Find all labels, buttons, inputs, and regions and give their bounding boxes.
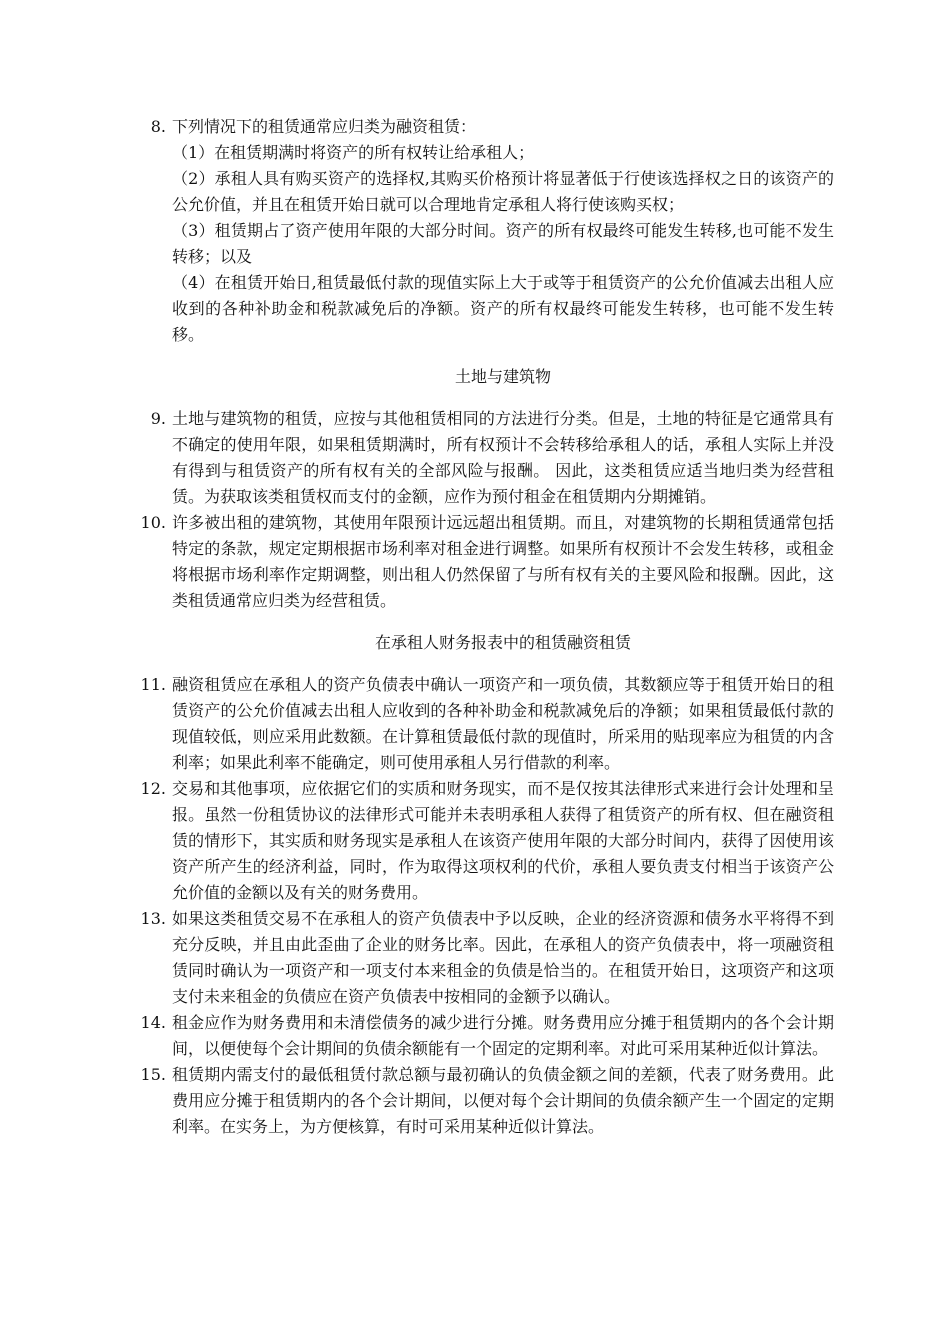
- sub-item: （2）承租人具有购买资产的选择权,其购买价格预计将显著低于行使该选择权之日的该资产的公允价值，并且在租赁开始日就可以合理地肯定承租人将行使该购买权；: [172, 169, 834, 214]
- sub-item: （4）在租赁开始日,租赁最低付款的现值实际上大于或等于租赁资产的公允价值减去出租人应收到的各种补助金和税款减免后的净额。资产的所有权最终可能发生转移，也可能不发生转移。: [172, 273, 834, 344]
- item-number: 10.: [140, 513, 166, 532]
- list-item: [134, 406, 834, 510]
- section-heading: 土地与建筑物: [454, 367, 551, 386]
- list-item: [134, 1062, 834, 1140]
- document-content: [134, 114, 834, 1140]
- sub-item: （3）租赁期占了资产使用年限的大部分时间。资产的所有权最终可能发生转移,也可能不发生转移；以及: [172, 221, 834, 266]
- item-number: 13.: [140, 909, 166, 928]
- item-text: 租赁期内需支付的最低租赁付款总额与最初确认的负债金额之间的差额，代表了财务费用。此费用应分摊于租赁期内的各个会计期间，以便对每个会计期间的负债余额产生一个固定的定期利率。在实务上，为方便核算，有时可采用某种近似计算法。: [172, 1065, 834, 1136]
- item-number: 8.: [150, 117, 166, 136]
- item-number: 11.: [140, 675, 166, 694]
- section-heading: 在承租人财务报表中的租赁融资租赁: [374, 633, 631, 652]
- list-item: [134, 776, 834, 906]
- item-text: 土地与建筑物的租赁，应按与其他租赁相同的方法进行分类。但是，土地的特征是它通常具有不确定的使用年限，如果租赁期满时，所有权预计不会转移给承租人的话，承租人实际上并没有得到与租赁资产的所有权有关的全部风险与报酬。 因此，这类租赁应适当地归类为经营租赁。为获取该类租赁权而支付的金额，应作为预付租金在租赁期内分期摊销。: [172, 409, 834, 506]
- item-number: 12.: [140, 779, 166, 798]
- list-item: [134, 1010, 834, 1062]
- sub-item: （1）在租赁期满时将资产的所有权转让给承租人；: [172, 143, 535, 162]
- item-text: 许多被出租的建筑物，其使用年限预计远远超出租赁期。而且，对建筑物的长期租赁通常包括特定的条款，规定定期根据市场利率对租金进行调整。如果所有权预计不会发生转移，或租金将根据市场利率作定期调整，则出租人仍然保留了与所有权有关的主要风险和报酬。因此，这类租赁通常应归类为经营租赁。: [172, 513, 834, 610]
- list-item: [134, 906, 834, 1010]
- list-item: [134, 672, 834, 776]
- item-text: 如果这类租赁交易不在承租人的资产负债表中予以反映，企业的经济资源和债务水平将得不到充分反映，并且由此歪曲了企业的财务比率。因此，在承租人的资产负债表中，将一项融资租赁同时确认为一项资产和一项支付本来租金的负债是恰当的。在租赁开始日，这项资产和这项支付未来租金的负债应在资产负债表中按相同的金额予以确认。: [172, 909, 834, 1006]
- item-text: 融资租赁应在承租人的资产负债表中确认一项资产和一项负债，其数额应等于租赁开始日的租赁资产的公允价值减去出租人应收到的各种补助金和税款减免后的净额；如果租赁最低付款的现值较低，则应采用此数额。在计算租赁最低付款的现值时，所采用的贴现率应为租赁的内含利率；如果此利率不能确定，则可使用承租人另行借款的利率。: [172, 675, 834, 772]
- item-number: 15.: [140, 1065, 166, 1084]
- item-number: 14.: [140, 1013, 166, 1032]
- item-text: 下列情况下的租赁通常应归类为融资租赁：: [172, 117, 477, 136]
- list-item: [134, 114, 834, 348]
- item-text: 租金应作为财务费用和未清偿债务的减少进行分摊。财务费用应分摊于租赁期内的各个会计期间，以便使每个会计期间的负债余额能有一个固定的定期利率。对此可采用某种近似计算法。: [172, 1013, 834, 1058]
- item-number: 9.: [150, 409, 166, 428]
- list-item: [134, 510, 834, 614]
- item-text: 交易和其他事项，应依据它们的实质和财务现实，而不是仅按其法律形式来进行会计处理和呈报。虽然一份租赁协议的法律形式可能并未表明承租人获得了租赁资产的所有权、但在融资租赁的情形下，其实质和财务现实是承租人在该资产使用年限的大部分时间内，获得了因使用该资产所产生的经济利益，同时，作为取得这项权利的代价，承租人要负责支付相当于该资产公允价值的金额以及有关的财务费用。: [172, 779, 834, 902]
